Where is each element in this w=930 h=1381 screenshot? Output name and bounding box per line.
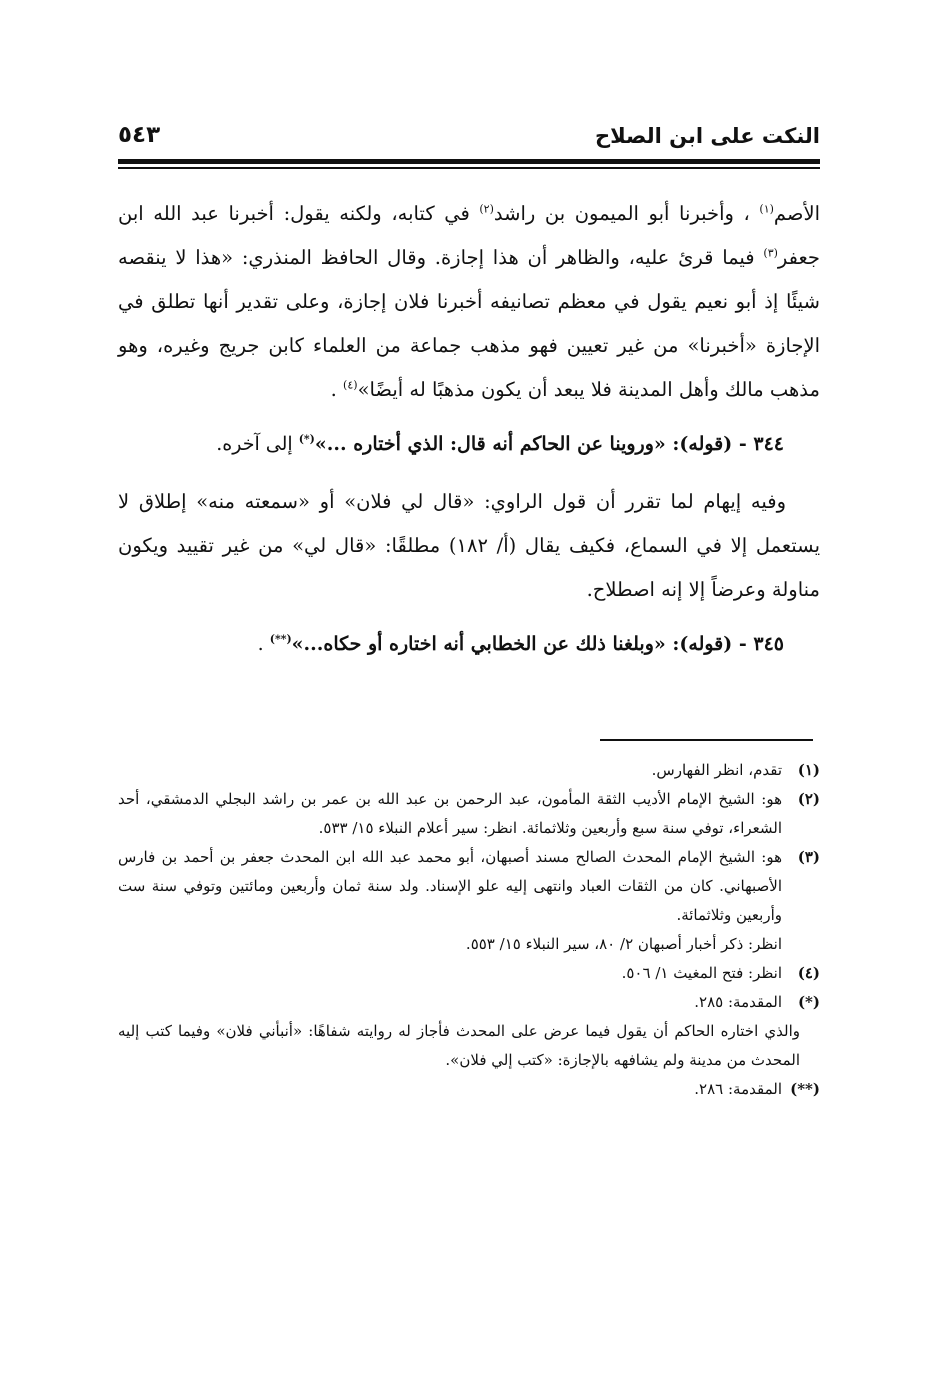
footnote-2: (٢) هو: الشيخ الإمام الأديب الثقة المأمون، عبد الرحمن بن عبد الله بن عمر بن راشد البجلي الدمشقي، أحد الشعراء، توفي سنة سبع وأربعين وثلاثمائة. انظر: سير أعلام النبلاء ١٥/ ٥٣٣. (118, 790, 820, 837)
header-rule-thick (118, 159, 820, 164)
footnote-separator (600, 739, 813, 741)
entry-344: ٣٤٤ - (قوله): «وروينا عن الحاكم أنه قال: الذي أختاره ...»(*) إلى آخره. (216, 432, 784, 455)
footnote-4: (٤) انظر: فتح المغيث ١/ ٥٠٦. (621, 964, 820, 982)
footnote-ref-double-star: (**) (269, 632, 292, 646)
paragraph-2: وفيه إيهام لما تقرر أن قول الراوي: «قال لي فلان» أو «سمعته منه» إطلاق لا يستعمل إلا في السماع، فكيف يقال (أ/ ١٨٢) مطلقًا: «قال لي» من غير تقييد ويكون مناولة وعرضاً إلا إنه اصطلاح. (118, 490, 820, 601)
footnote-3-reference: انظر: ذكر أخبار أصبهان ٢/ ٨٠، سير النبلاء ١٥/ ٥٥٣. (465, 935, 782, 953)
footnote-ref-star: (*) (298, 432, 315, 446)
running-header (118, 118, 820, 158)
entry-345: ٣٤٥ - (قوله): «وبلغنا ذلك عن الخطابي أنه اختاره أو حكاه...»(**) . (257, 632, 784, 655)
footnote-ref-2: (٢) (479, 202, 494, 216)
footnote-double-star: (**) المقدمة: ٢٨٦. (694, 1080, 820, 1098)
main-text (118, 192, 820, 680)
footnote-1: (١) تقدم، انظر الفهارس. (651, 761, 820, 779)
book-title: النكت على ابن الصلاح (594, 124, 820, 148)
footnotes (118, 756, 820, 1104)
footnote-ref-1: (١) (759, 202, 774, 216)
footnote-star-note: والذي اختاره الحاكم أن يقول فيما عرض على المحدث فأجاز له روايته شفاهًا: «أنبأني فلان» وفيما كتب إليه المحدث من مدينة ولم يشافهه بالإجازة: «كتب إلي فلان». (118, 1022, 800, 1069)
footnote-star: (*) المقدمة: ٢٨٥. (694, 993, 820, 1011)
page-number: ٥٤٣ (118, 122, 161, 148)
paragraph-1: الأصم$^{(١)}$ ، وأخبرنا أبو الميمون بن راشد$^{(٢)}$ في كتابه، ولكنه يقول: أخبرنا عبد الله ابن جعفر$^{(٣)}$ فيما قرئ عليه، والظاهر أن هذا إجازة. وقال الحافظ المنذري: «هذا لا ينقصه شيئًا إذ أبو نعيم يقول في معظم تصانيفه أخبرنا فلان إجازة، وعلى تقدير أنها تطلق في الإجازة «أخبرنا» من غير تعيين فهو مذهب جماعة من العلماء كابن جريج وغيره، وهو مذهب مالك وأهل المدينة فلا يبعد أن يكون مذهبًا له أيضًا»$^{(٤)}$ . (118, 202, 820, 401)
footnote-ref-3: (٣) (763, 246, 778, 260)
header-rule-thin (118, 167, 820, 169)
footnote-ref-4: (٤) (343, 378, 358, 392)
footnote-3: (٣) هو: الشيخ الإمام المحدث الصالح مسند أصبهان، أبو محمد عبد الله ابن المحدث جعفر بن أحمد بن فارس الأصبهاني. كان من الثقات العباد وانتهى إليه علو الإسناد. ولد سنة ثمان وأربعين ومائتين وتوفي سنة ست وأربعين وثلاثمائة. (118, 848, 820, 924)
